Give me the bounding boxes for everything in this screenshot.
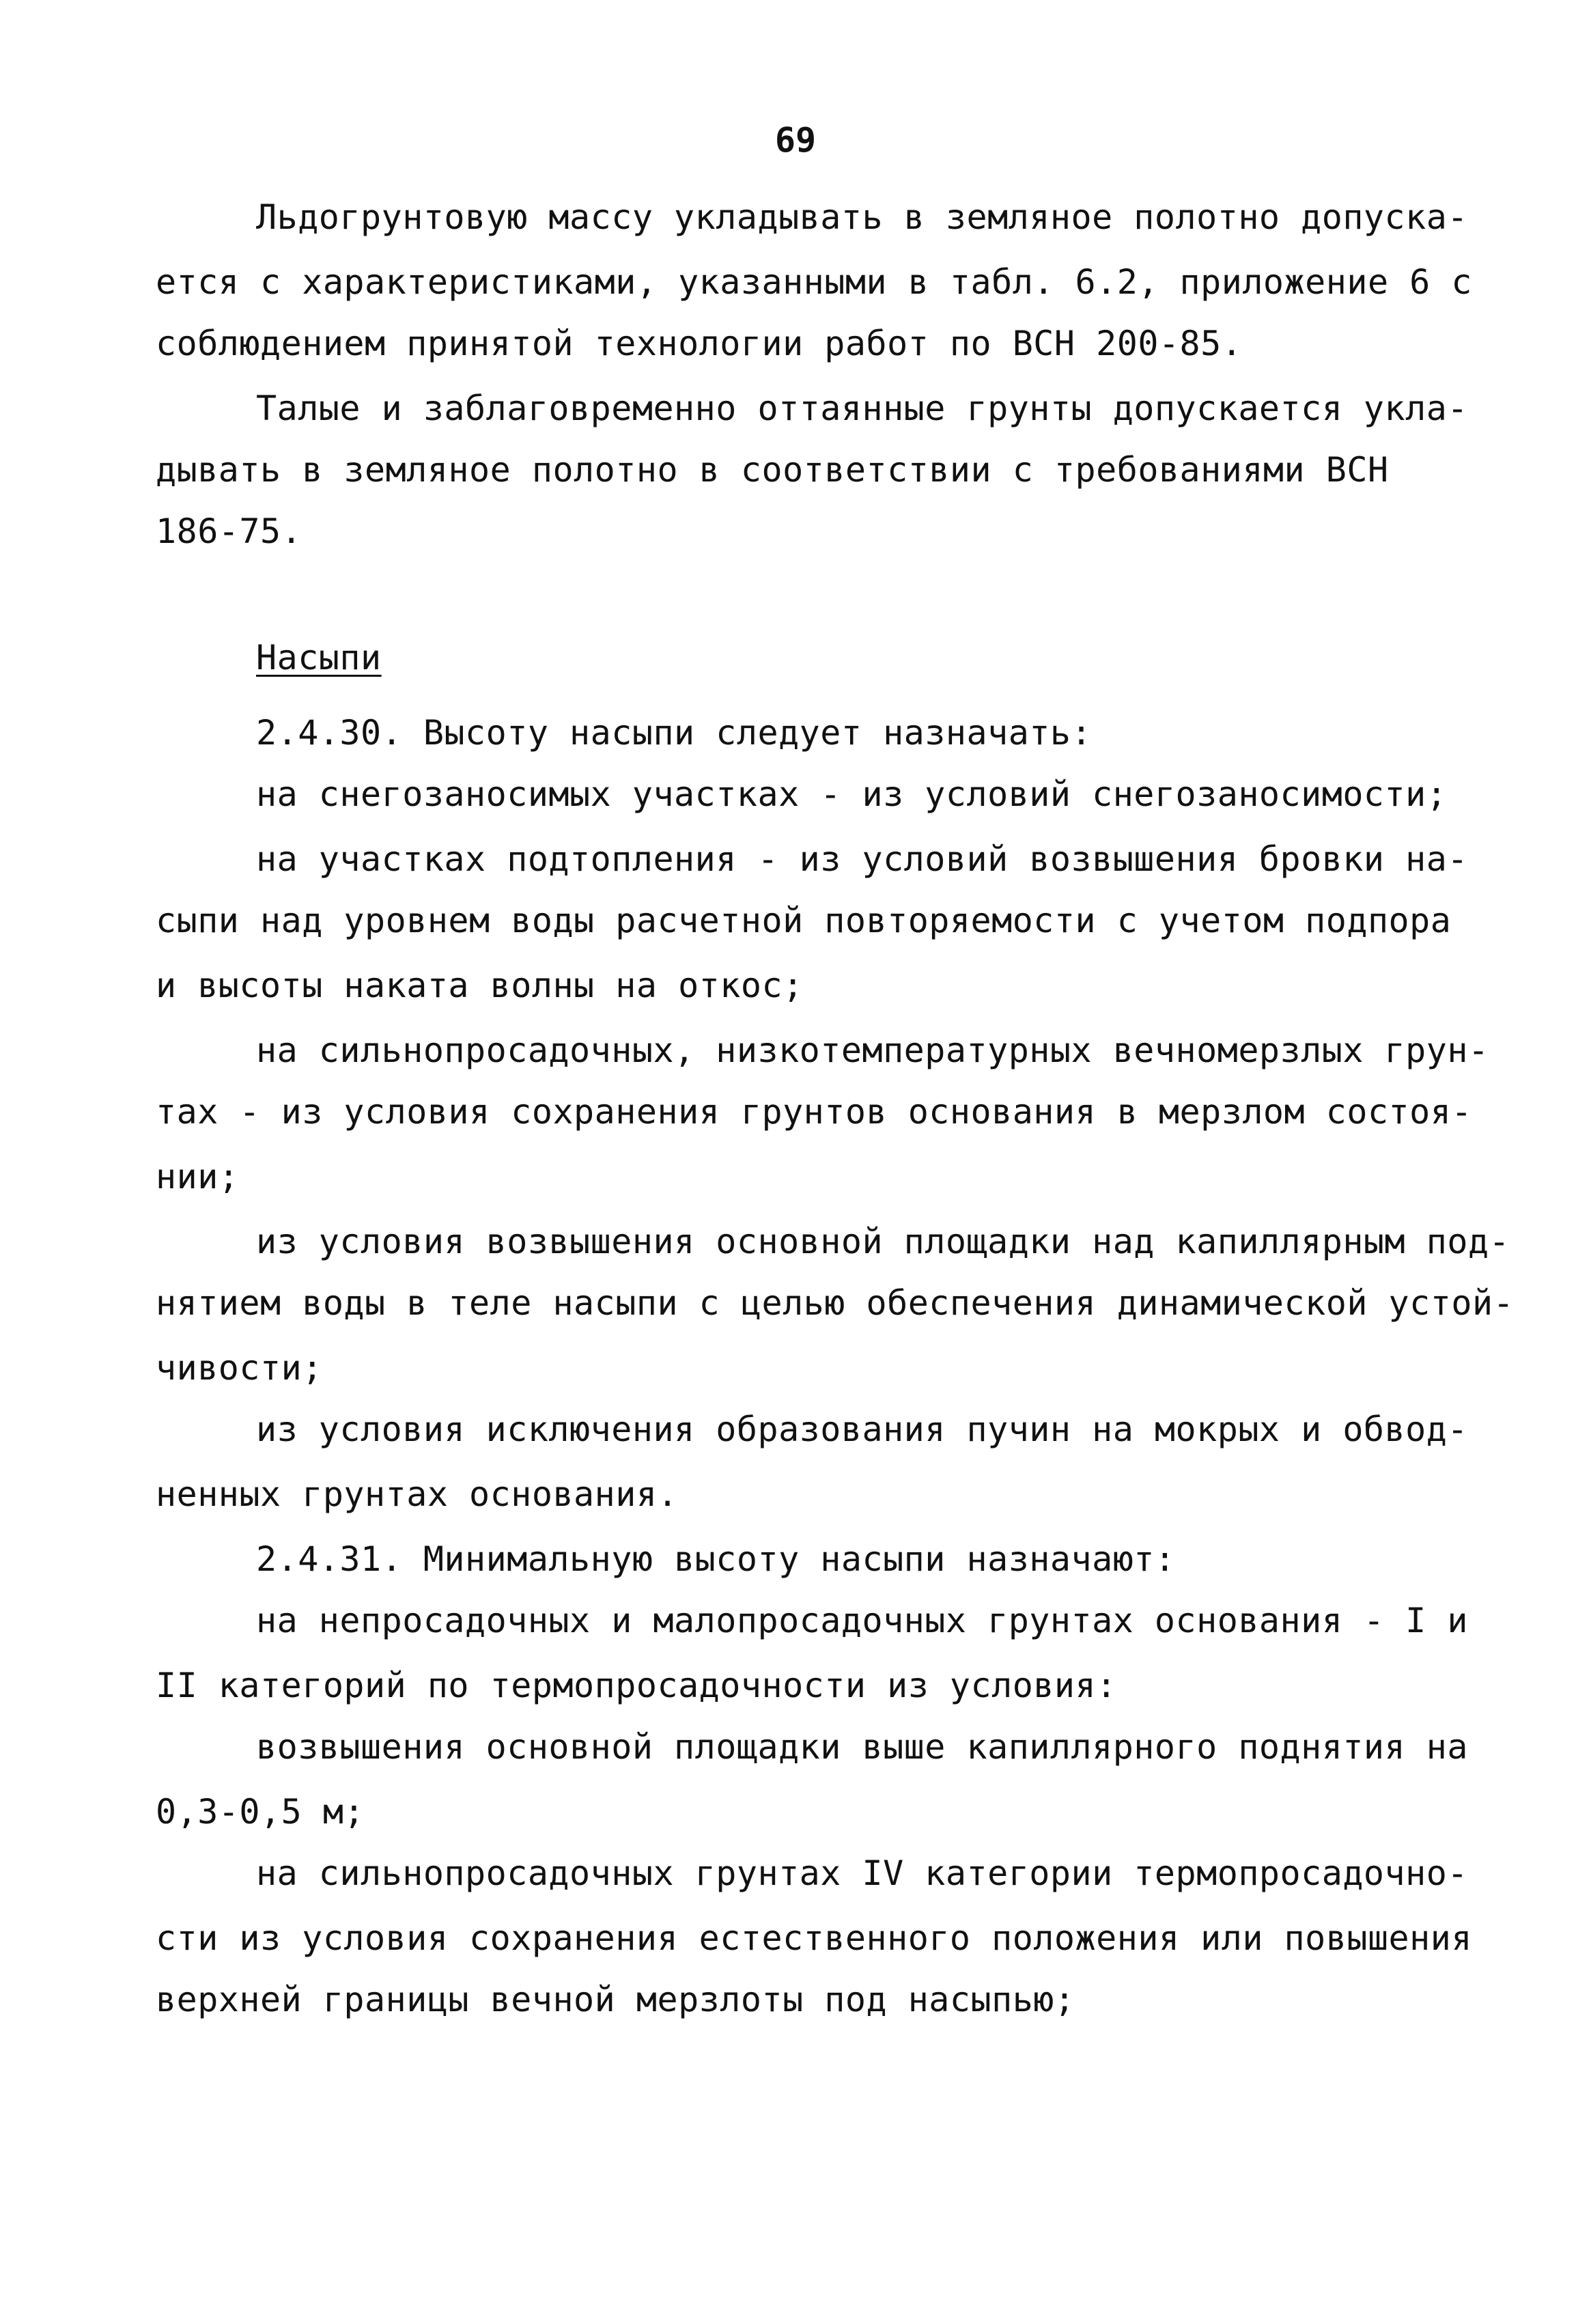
text-line: и высоты наката волны на откос; (156, 966, 804, 1005)
text-line: нии; (156, 1157, 240, 1196)
text-line: сыпи над уровнем воды расчетной повторяемости с учетом подпора (156, 901, 1452, 940)
text-line: соблюдением принятой технологии работ по ВСН 200-85. (156, 324, 1243, 363)
page-number: 69 (774, 120, 817, 160)
text-line: на непросадочных и малопросадочных грунтах основания - I и (256, 1601, 1468, 1640)
text-line: на сильнопросадочных грунтах IV категории термопросадочно- (256, 1853, 1468, 1893)
text-line: Талые и заблаговременно оттаянные грунты допускается укла- (256, 389, 1468, 428)
text-line: 0,3-0,5 м; (156, 1792, 365, 1832)
text-line: ется с характеристиками, указанными в табл. 6.2, приложение 6 с (156, 262, 1472, 302)
text-line: ненных грунтах основания. (156, 1474, 679, 1514)
text-line: II категорий по термопросадочности из условия: (156, 1666, 1117, 1705)
text-line: 186-75. (156, 512, 302, 551)
text-line: из условия возвышения основной площадки над капиллярным под- (256, 1222, 1510, 1261)
text-line: чивости; (156, 1348, 323, 1388)
text-line: из условия исключения образования пучин на мокрых и обвод- (256, 1410, 1468, 1449)
text-line: верхней границы вечной мерзлоты под насыпью; (156, 1980, 1075, 2019)
text-line: на участках подтопления - из условий возвышения бровки на- (256, 839, 1468, 879)
section-heading: Насыпи (256, 638, 382, 677)
text-line: тах - из условия сохранения грунтов основания в мерзлом состоя- (156, 1092, 1472, 1132)
text-line: сти из условия сохранения естественного положения или повышения (156, 1918, 1472, 1958)
text-line: дывать в земляное полотно в соответствии с требованиями ВСН (156, 450, 1389, 490)
text-line: возвышения основной площадки выше капиллярного поднятия на (256, 1727, 1468, 1767)
text-line: 2.4.31. Минимальную высоту насыпи назначают: (256, 1539, 1176, 1579)
text-line: Льдогрунтовую массу укладывать в земляное полотно допуска- (256, 197, 1468, 237)
text-line: на сильнопросадочных, низкотемпературных вечномерзлых грун- (256, 1031, 1489, 1070)
text-line: нятием воды в теле насыпи с целью обеспечения динамической устой- (156, 1283, 1515, 1323)
text-line: на снегозаносимых участках - из условий снегозаносимости; (256, 774, 1448, 814)
text-line: 2.4.30. Высоту насыпи следует назначать: (256, 713, 1093, 753)
